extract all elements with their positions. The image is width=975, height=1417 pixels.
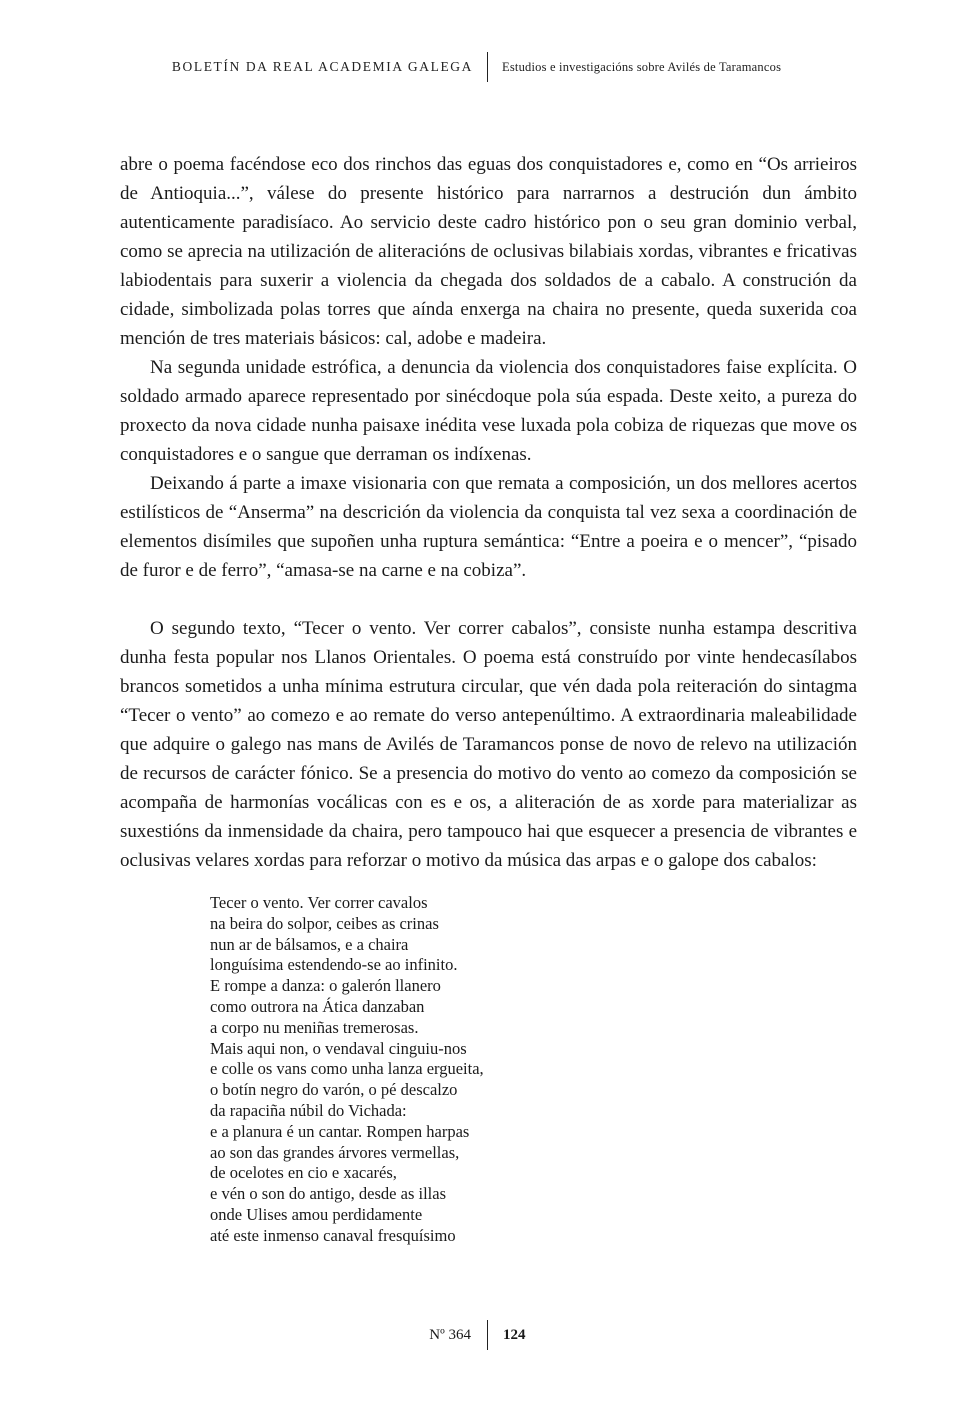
poem-line: onde Ulises amou perdidamente [210,1204,423,1224]
poem-line: de ocelotes en cio e xacarés, [210,1163,397,1183]
poem-line: longuísima estendendo-se ao infinito. [210,955,458,975]
poem-line: até este inmenso canaval fresquísimo [210,1225,456,1245]
poem-line: Tecer o vento. Ver correr cavalos [210,893,428,912]
poem-line: Mais aqui non, o vendaval cinguiu-nos [210,1038,467,1058]
paragraph: Deixando á parte a imaxe visionaria con que remata a composición, un dos mellores acertos estilísticos de “Anserma” na descrición da violencia da conquista tal vez sexa a coordinación de elementos disímiles que supoñen unha ruptura semántica: “Entre a poeira e o mencer”, “pisado de furor e de ferro”, “amasa-se na carne e na cobiza”. [120,473,857,581]
poem-line: o botín negro do varón, o pé descalzo [210,1080,458,1100]
poem-line: e colle os vans como unha lanza ergueita, [210,1059,484,1079]
page-number: 124 [503,1326,526,1343]
page-footer [0,1320,975,1350]
paragraph: abre o poema facéndose eco dos rinchos das eguas dos conquistadores e, como en “Os arrieiros de Antioquia...”, válese do presente histórico para narrarnos a destrución dun ámbito autenticamente paradisíaco. Ao servicio deste cadro histórico pon o seu gran dominio verbal, como se aprecia na utilización de aliteracións de oclusivas bilabiais xordas, vibrantes e fricativas labiodentais para suxerir a violencia da chegada dos soldados de a cabalo. A construción da cidade, simbolizada polas torres que aínda enxerga na chaira no presente, queda suxerida coa mención de tres materiais básicos: cal, adobe e madeira. [120,154,857,349]
poem-block [210,893,857,1247]
paragraph: O segundo texto, “Tecer o vento. Ver correr cabalos”, consiste nunha estampa descritiva dunha festa popular nos Llanos Orientales. O poema está construído por vinte hendecasílabos brancos sometidos a unha mínima estrutura circular, que vén dada pola reiteración do sintagma “Tecer o vento” ao comezo e ao remate do verso antepenúltimo. A extraordinaria maleabilidade que adquire o galego nas mans de Avilés de Taramancos ponse de novo de relevo na utilización de recursos de carácter fónico. Se a presencia do motivo do vento ao comezo da composición se acompaña de harmonías vocálicas con es e os, a aliteración de as xorde para materializar as suxestións da inmensidade da chaira, pero tampouco hai que esquecer a presencia de vibrantes e oclusivas velares xordas para reforzar o motivo da música das arpas e o galope dos cabalos: [120,618,857,871]
page-header [0,52,975,82]
article-body [120,150,857,1247]
poem-line: e a planura é un cantar. Rompen harpas [210,1121,470,1141]
poem-line: ao son das grandes árvores vermellas, [210,1142,460,1162]
issue-number: Nº 364 [429,1326,471,1343]
poem-line: a corpo nu meniñas tremerosas. [210,1017,419,1037]
poem-line: na beira do solpor, ceibes as crinas [210,913,439,933]
paragraph: Na segunda unidade estrófica, a denuncia da violencia dos conquistadores faise explícita. O soldado armado aparece representado por sinécdoque pola súa espada. Deste xeito, a pureza do proxecto da nova cidade nunha paisaxe inédita vese luxada pola cobiza de riquezas que move os conquistadores e o sangue que derraman os indíxenas. [120,357,857,465]
poem-line: da rapaciña núbil do Vichada: [210,1100,407,1120]
section-title: Estudios e investigacións sobre Avilés de Taramancos [502,59,782,74]
poem-line: nun ar de bálsamos, e a chaira [210,934,409,954]
poem-line: e vén o son do antigo, desde as illas [210,1184,446,1204]
poem-line: E rompe a danza: o galerón llanero [210,976,441,996]
journal-title: BOLETÍN DA REAL ACADEMIA GALEGA [171,59,473,74]
poem-line: como outrora na Ática danzaban [210,996,425,1016]
